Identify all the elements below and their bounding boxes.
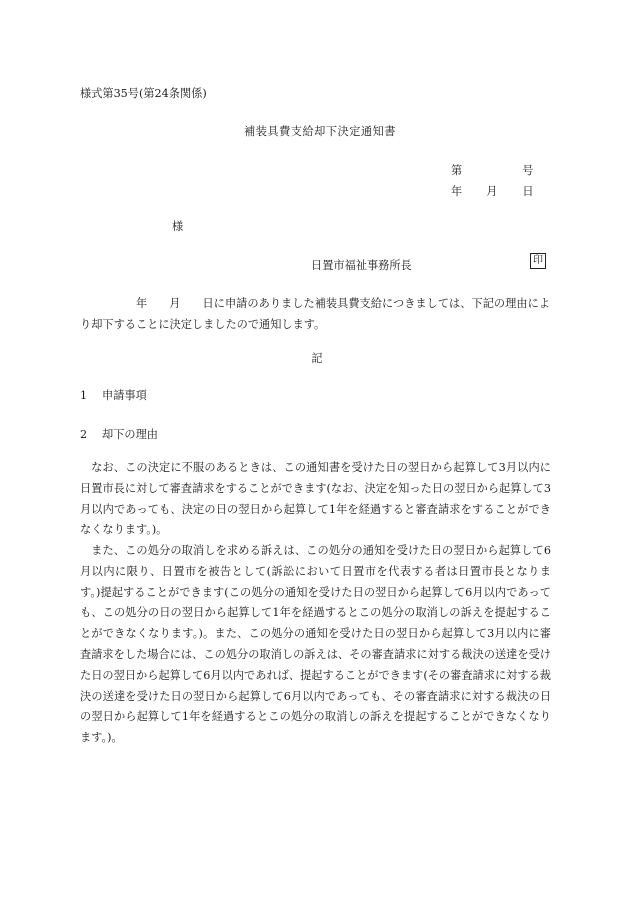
item-number: 2 bbox=[80, 428, 88, 441]
intro-month-label: 月 bbox=[169, 297, 181, 310]
intro-paragraph bbox=[80, 293, 550, 335]
appeal-notice-paragraph bbox=[80, 458, 551, 541]
item-application-matter bbox=[80, 387, 147, 403]
seal-stamp-icon: 印 bbox=[530, 253, 546, 269]
addressee-honorific: 様 bbox=[172, 220, 184, 233]
lawsuit-notice-paragraph bbox=[80, 541, 551, 749]
document-date-line bbox=[451, 183, 534, 199]
item-label: 申請事項 bbox=[102, 389, 147, 402]
paragraph-text: なお、この決定に不服のあるときは、この通知書を受けた日の翌日から起算して3月以内に日置市長に対して審査請求をすることができます(なお、決定を知った日の翌日から起算して3月以内であっても、決定の日の翌日から起算して1年を経過すると審査請求をすることができなくなります。)。 bbox=[80, 461, 551, 537]
form-number: 様式第35号(第24条関係) bbox=[80, 87, 207, 100]
date-month-label: 月 bbox=[486, 185, 498, 198]
document-number-line bbox=[451, 162, 533, 178]
ki-heading: 記 bbox=[311, 352, 323, 365]
item-number: 1 bbox=[80, 389, 88, 402]
document-title: 補装具費支給却下決定通知書 bbox=[244, 125, 396, 138]
date-day-label: 日 bbox=[522, 185, 534, 198]
item-label: 却下の理由 bbox=[102, 428, 158, 441]
date-year-label: 年 bbox=[451, 185, 463, 198]
intro-text: 日に申請のありました補装具費支給につきましては、下記の理由により却下することに決定しましたので通知します。 bbox=[80, 297, 550, 331]
issuer-name: 日置市福祉事務所長 bbox=[311, 259, 412, 272]
number-dai-label: 第 bbox=[451, 164, 463, 177]
number-go-label: 号 bbox=[522, 164, 534, 177]
intro-year-label: 年 bbox=[136, 297, 148, 310]
paragraph-text: また、この処分の取消しを求める訴えは、この処分の通知を受けた日の翌日から起算して6月以内に限り、日置市を被告として(訴訟において日置市を代表する者は日置市長となります。)提起することができます(この処分の通知を受けた日の翌日から起算して6月以内であっても、この処分の日の翌日から起算して1年を経過するとこの処分の取消しの訴えを提起することができなくなります。)。また、この処分の通知を受けた日の翌日から起算して3月以内に審査請求をした場合には、この処分の取消しの訴えは、その審査請求に対する裁決の送達を受けた日の翌日から起算して6月以内であれば、提起することができます(その審査請求に対する裁決の送達を受けた日の翌日から起算して6月以内であっても、その審査請求に対する裁決の日の翌日から起算して1年を経過するとこの処分の取消しの訴えを提起することができなくなります。)。 bbox=[80, 544, 551, 745]
item-rejection-reason bbox=[80, 426, 158, 442]
